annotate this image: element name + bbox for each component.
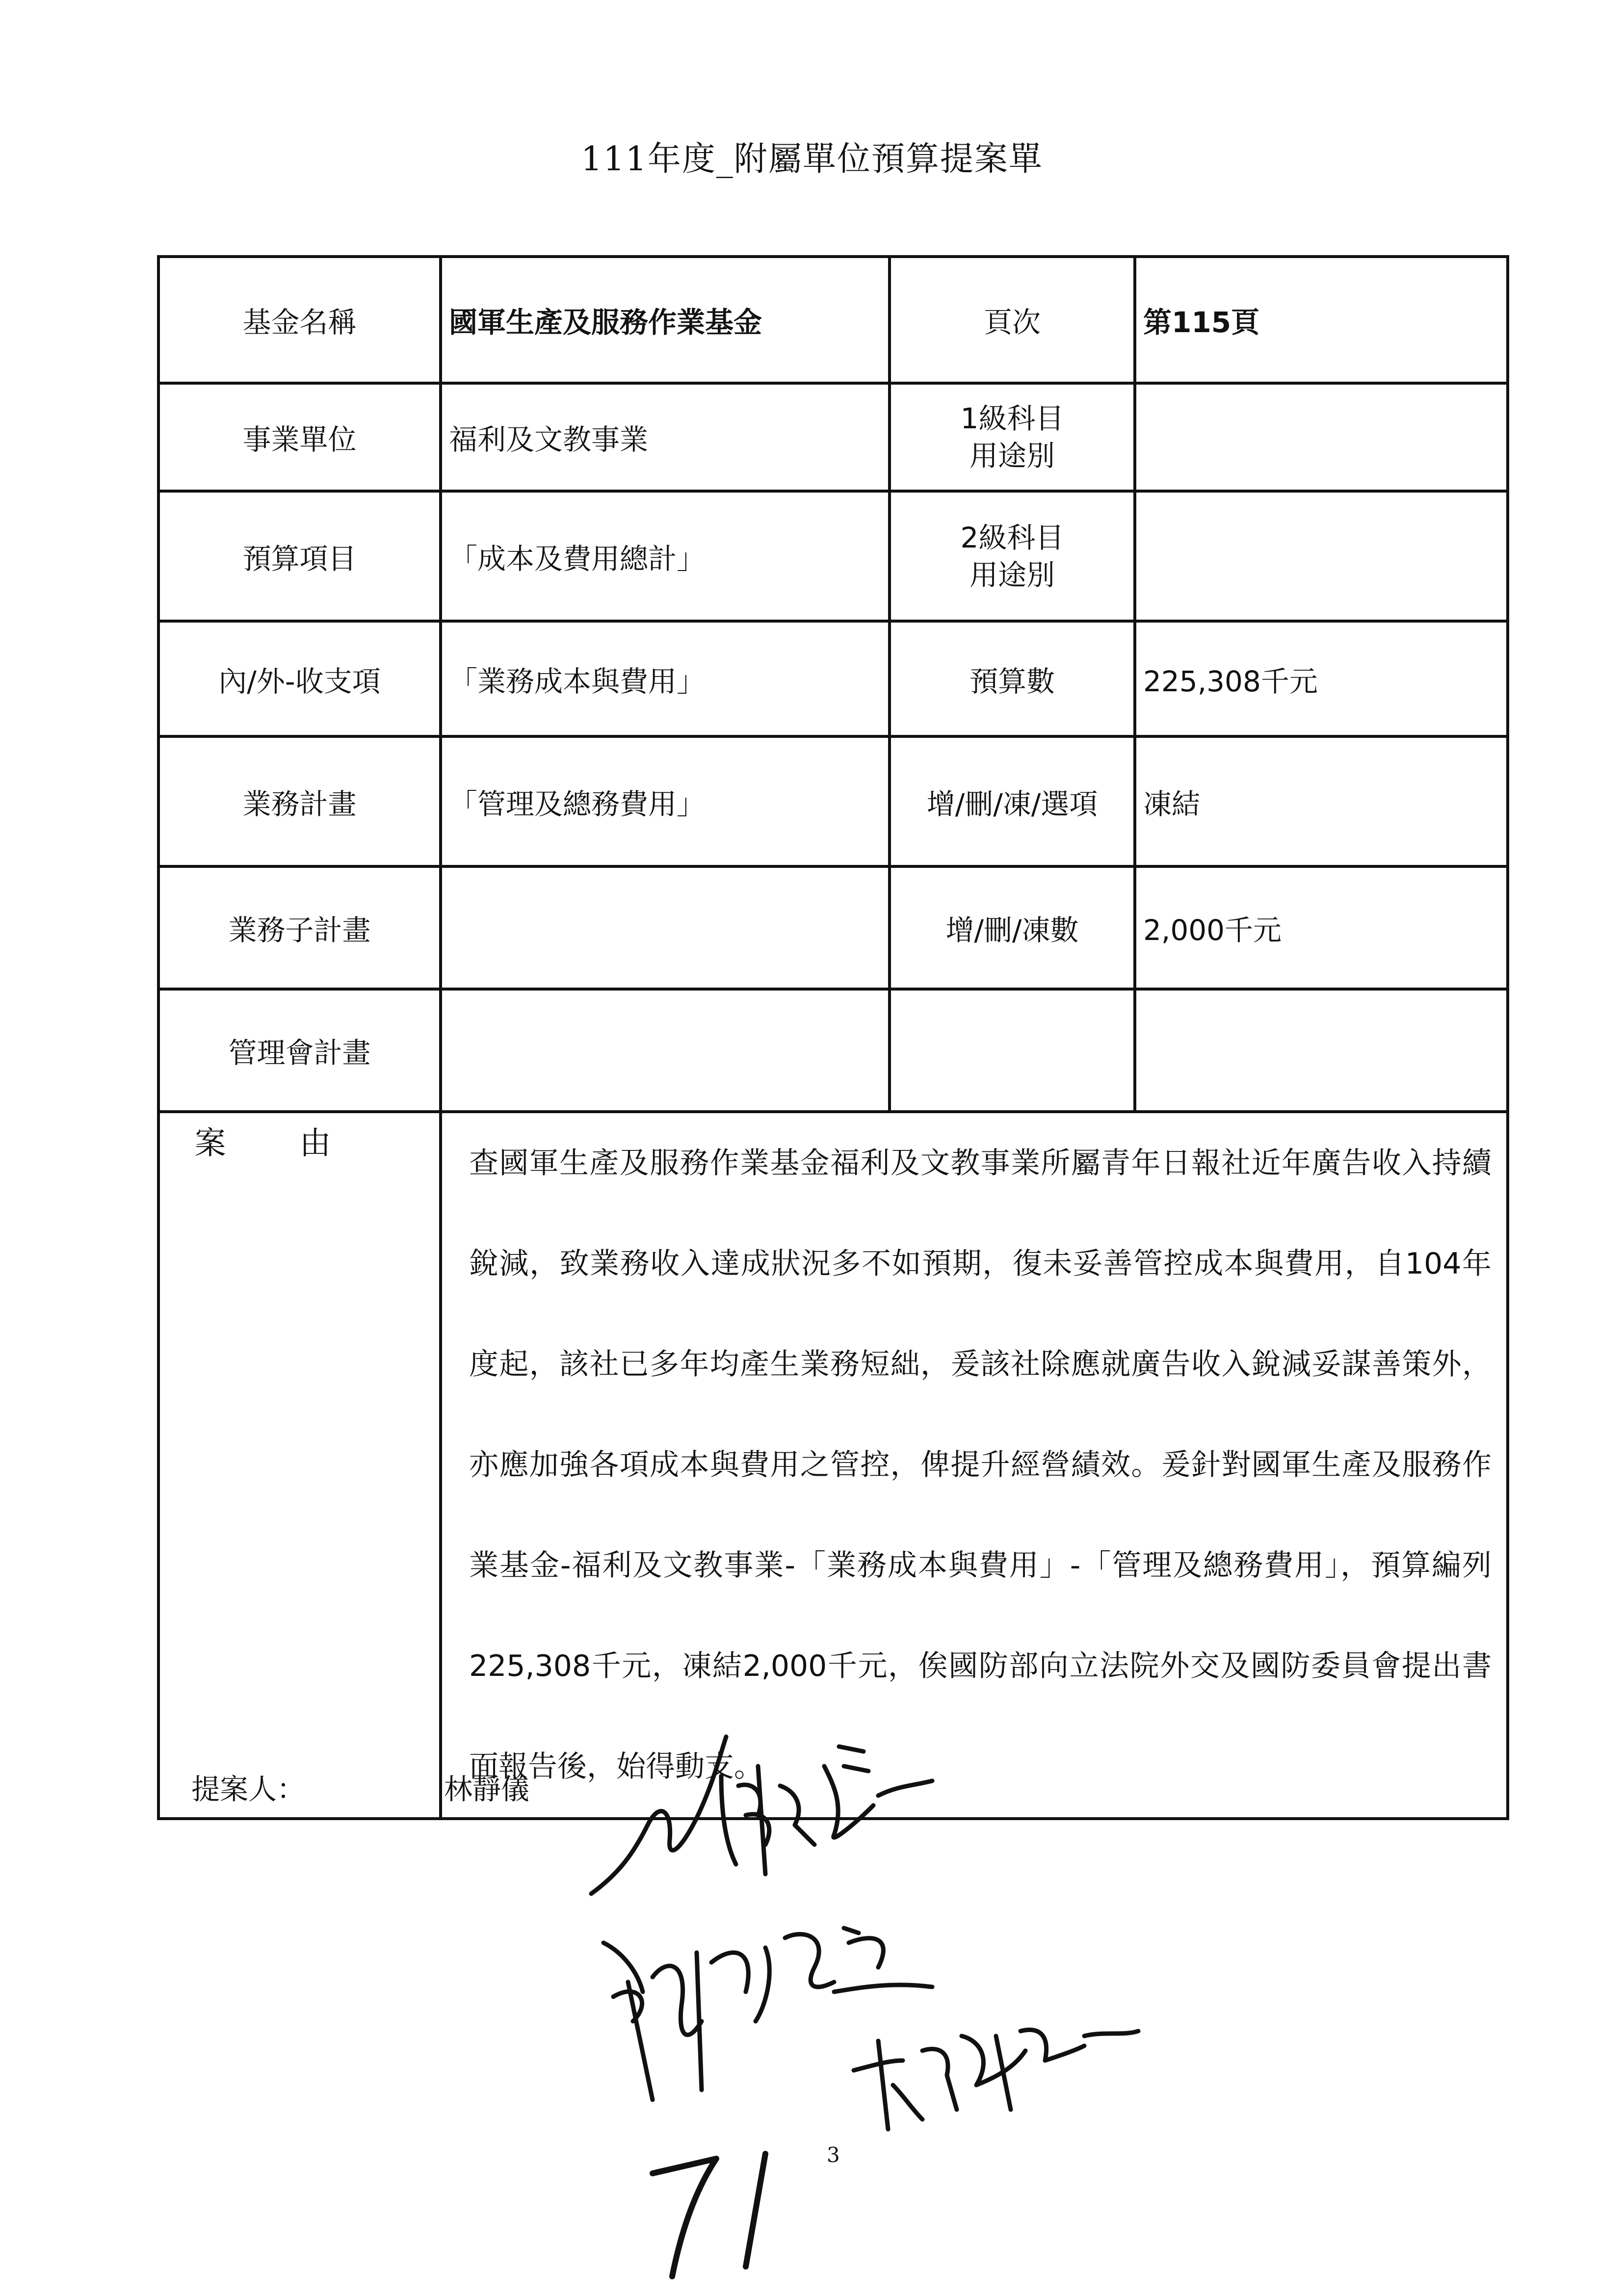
level1-label-line2: 用途別 [969, 439, 1055, 472]
fund-name-label: 基金名稱 [158, 257, 441, 383]
budget-item-value: 「成本及費用總計」 [441, 491, 890, 621]
income-expense-value: 「業務成本與費用」 [441, 621, 890, 736]
budget-amount-value: 225,308千元 [1135, 621, 1508, 736]
business-unit-label: 事業單位 [158, 383, 441, 491]
action-option-value: 凍結 [1135, 736, 1508, 866]
income-expense-label: 內/外-收支項 [158, 621, 441, 736]
budget-item-label: 預算項目 [158, 491, 441, 621]
signature-1 [591, 1737, 932, 1894]
handwritten-71-marks [653, 2154, 765, 2276]
level1-label-line1: 1級科目 [960, 402, 1064, 435]
page-title: 111年度_附屬單位預算提案單 [581, 140, 1043, 179]
proposer-label: 提案人： [191, 1773, 306, 1806]
sub-plan-label: 業務子計畫 [158, 866, 441, 989]
page-value: 第115頁 [1135, 257, 1508, 383]
action-amount-label: 增/刪/凍數 [890, 866, 1135, 989]
business-plan-label: 業務計畫 [158, 736, 441, 866]
handwritten-number: 71 [687, 2253, 693, 2258]
signature-3 [854, 2030, 1138, 2130]
action-option-label: 增/刪/凍/選項 [890, 736, 1135, 866]
level2-label-line1: 2級科目 [960, 521, 1064, 554]
reason-text: 查國軍生產及服務作業基金福利及文教事業所屬青年日報社近年廣告收入持續銳減，致業務收入達成狀況多不如預期，復未妥善管控成本與費用，自104年度起，該社已多年均產生業務短絀，爰該社除應就廣告收入銳減妥謀善策外，亦應加強各項成本與費用之管控，俾提升經營績效。爰針對國軍生產及服務作業基金-福利及文教事業-「業務成本與費用」-「管理及總務費用」，預算編列225,308千元，凍結2,000千元，俟國防部向立法院外交及國防委員會提出書面報告後，始得動支。 [441, 1112, 1508, 1819]
mgmt-plan-label: 管理會計畫 [158, 989, 441, 1112]
business-unit-value: 福利及文教事業 [441, 383, 890, 491]
page-number: 3 [827, 2143, 840, 2167]
level2-label-line2: 用途別 [969, 558, 1055, 592]
business-plan-value: 「管理及總務費用」 [441, 736, 890, 866]
fund-name-value: 國軍生產及服務作業基金 [441, 257, 890, 383]
budget-amount-label: 預算數 [890, 621, 1135, 736]
reason-label: 案由 [158, 1112, 441, 1819]
action-amount-value: 2,000千元 [1135, 866, 1508, 989]
page-label: 頁次 [890, 257, 1135, 383]
proposer-name: 林靜儀 [444, 1773, 530, 1806]
